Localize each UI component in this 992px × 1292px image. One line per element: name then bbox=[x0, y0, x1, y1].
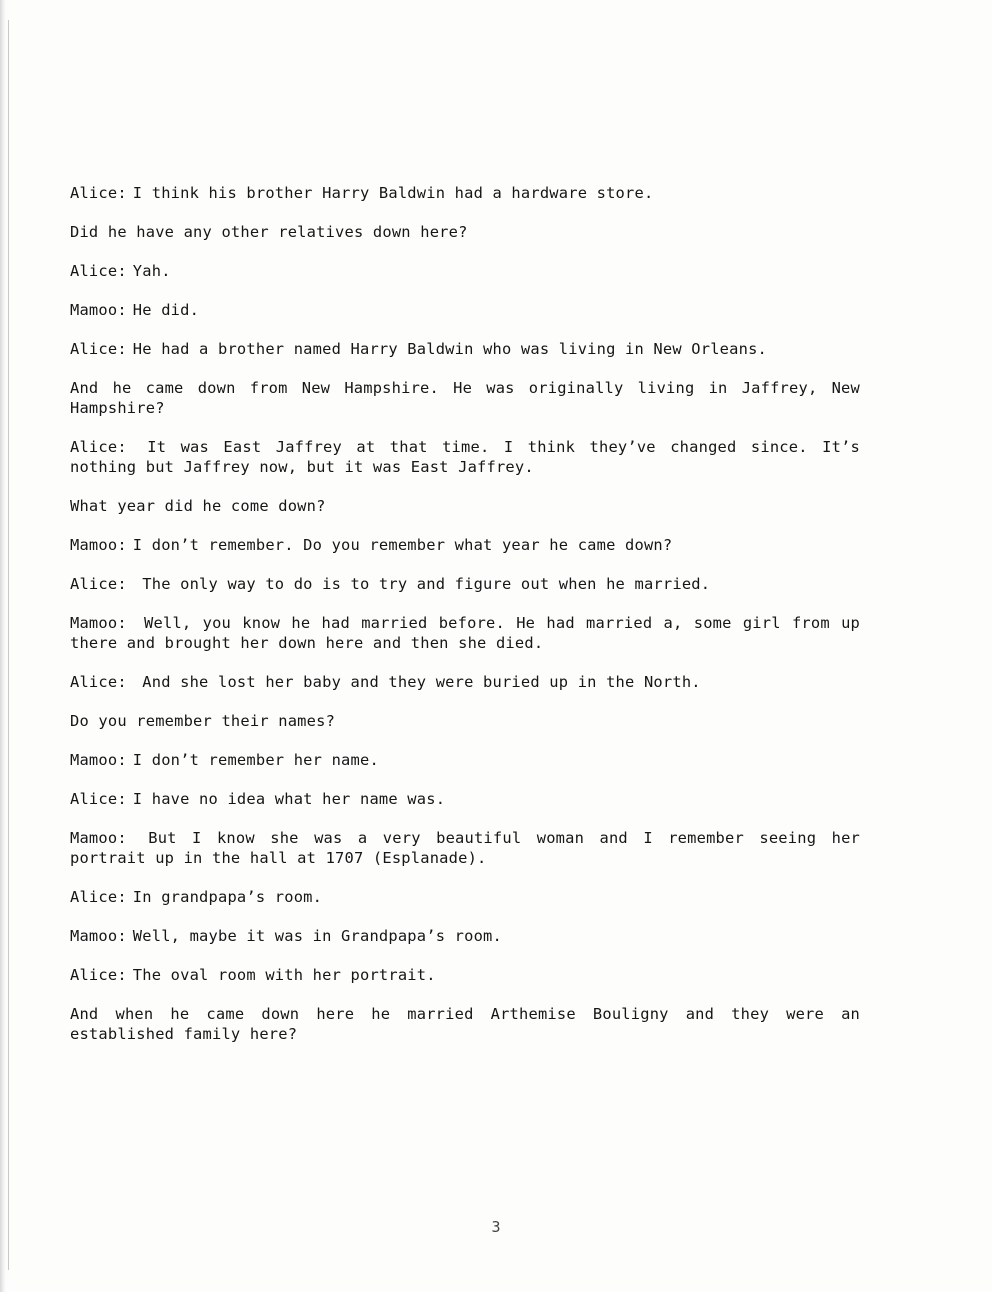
utterance-text: What year did he come down? bbox=[70, 497, 326, 515]
utterance-text: The only way to do is to try and figure out when he married. bbox=[132, 575, 711, 593]
speaker-label: Mamoo: bbox=[70, 614, 127, 632]
binding-line bbox=[8, 20, 9, 1270]
transcript-paragraph bbox=[70, 535, 860, 555]
transcript-paragraph bbox=[70, 887, 860, 907]
transcript bbox=[70, 183, 860, 1063]
utterance-text: I don’t remember. Do you remember what year he came down? bbox=[132, 536, 673, 554]
utterance-text: But I know she was a very beautiful woman and I remember seeing her portrait up in the hall at 1707 (Esplanade). bbox=[70, 829, 860, 867]
utterance-text: Do you remember their names? bbox=[70, 712, 336, 730]
transcript-paragraph bbox=[70, 1004, 860, 1044]
transcript-paragraph bbox=[70, 339, 860, 359]
utterance-text: He did. bbox=[132, 301, 200, 319]
utterance-text: It was East Jaffrey at that time. I think they’ve changed since. It’s nothing but Jaffrey now, but it was East Jaffrey. bbox=[70, 438, 860, 476]
speaker-label: Mamoo: bbox=[70, 927, 127, 945]
transcript-paragraph bbox=[70, 711, 860, 731]
utterance-text: The oval room with her portrait. bbox=[132, 966, 436, 984]
speaker-label: Mamoo: bbox=[70, 751, 127, 769]
speaker-label: Mamoo: bbox=[70, 536, 127, 554]
speaker-label: Alice: bbox=[70, 673, 127, 691]
utterance-text: And she lost her baby and they were buried up in the North. bbox=[132, 673, 701, 691]
binding-edge bbox=[0, 0, 6, 1292]
transcript-paragraph bbox=[70, 789, 860, 809]
transcript-paragraph bbox=[70, 437, 860, 477]
transcript-paragraph bbox=[70, 672, 860, 692]
utterance-text: Well, maybe it was in Grandpapa’s room. bbox=[132, 927, 502, 945]
speaker-label: Alice: bbox=[70, 790, 127, 808]
utterance-text: And he came down from New Hampshire. He was originally living in Jaffrey, New Hampshire? bbox=[70, 379, 860, 417]
utterance-text: Yah. bbox=[132, 262, 171, 280]
utterance-text: I think his brother Harry Baldwin had a hardware store. bbox=[132, 184, 654, 202]
utterance-text: In grandpapa’s room. bbox=[132, 888, 323, 906]
transcript-paragraph bbox=[70, 965, 860, 985]
utterance-text: I don’t remember her name. bbox=[132, 751, 379, 769]
transcript-paragraph bbox=[70, 183, 860, 203]
speaker-label: Mamoo: bbox=[70, 829, 127, 847]
speaker-label: Alice: bbox=[70, 262, 127, 280]
page-number: 3 bbox=[491, 1218, 501, 1236]
speaker-label: Alice: bbox=[70, 340, 127, 358]
speaker-label: Alice: bbox=[70, 966, 127, 984]
transcript-paragraph bbox=[70, 378, 860, 418]
speaker-label: Alice: bbox=[70, 438, 127, 456]
speaker-label: Mamoo: bbox=[70, 301, 127, 319]
speaker-label: Alice: bbox=[70, 184, 127, 202]
utterance-text: Did he have any other relatives down here? bbox=[70, 223, 468, 241]
transcript-paragraph bbox=[70, 750, 860, 770]
transcript-paragraph bbox=[70, 261, 860, 281]
utterance-text: He had a brother named Harry Baldwin who was living in New Orleans. bbox=[132, 340, 768, 358]
utterance-text: Well, you know he had married before. He had married a, some girl from up there and brought her down here and then she died. bbox=[70, 614, 860, 652]
transcript-paragraph bbox=[70, 926, 860, 946]
transcript-paragraph bbox=[70, 300, 860, 320]
transcript-paragraph bbox=[70, 222, 860, 242]
transcript-paragraph bbox=[70, 496, 860, 516]
speaker-label: Alice: bbox=[70, 575, 127, 593]
transcript-paragraph bbox=[70, 828, 860, 868]
utterance-text: I have no idea what her name was. bbox=[132, 790, 446, 808]
speaker-label: Alice: bbox=[70, 888, 127, 906]
transcript-paragraph bbox=[70, 613, 860, 653]
transcript-paragraph bbox=[70, 574, 860, 594]
utterance-text: And when he came down here he married Arthemise Bouligny and they were an established family here? bbox=[70, 1005, 860, 1043]
